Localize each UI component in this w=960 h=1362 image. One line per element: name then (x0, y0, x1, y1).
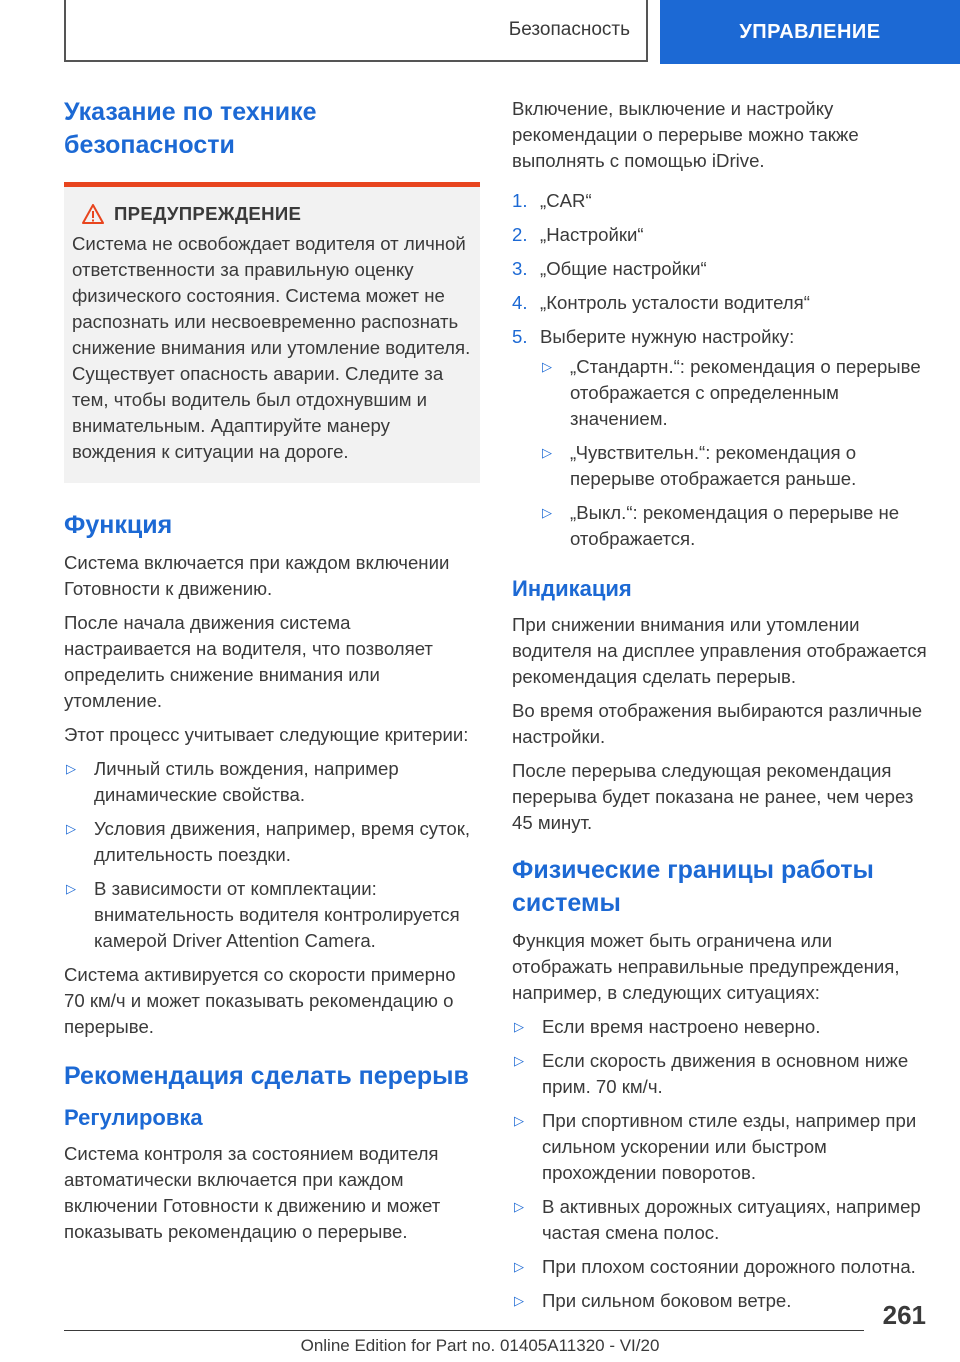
break-recommendation-heading: Рекомендация сделать перерыв (64, 1062, 469, 1090)
list-item: ▷ „Выкл.“: рекомендация о перерыве не отображается. (542, 502, 900, 549)
list-item: ▷ При плохом состоянии дорожного полотна. (512, 1254, 928, 1280)
criteria-list (64, 756, 480, 954)
list-item: ▷ Личный стиль вождения, например динамические свойства. (66, 758, 399, 805)
header-section-tab (64, 0, 648, 62)
settings-steps (512, 188, 928, 560)
left-column (64, 96, 480, 1253)
limits-paragraph: Функция может быть ограничена или отображать неправильные предупреждения, например, в следующих ситуациях: (512, 930, 900, 1003)
idrive-intro: Включение, выключение и настройку рекомендации о перерыве можно также выполнять с помощью iDrive. (512, 98, 859, 171)
triangle-right-icon: ▷ (514, 1113, 524, 1128)
header-section-label: Безопасность (508, 19, 630, 40)
list-item: 3. „Общие настройки“ (512, 258, 707, 279)
triangle-right-icon: ▷ (514, 1293, 524, 1308)
list-item: ▷ Условия движения, например, время суток, длительность поездки. (66, 818, 471, 865)
warning-box (64, 182, 480, 483)
triangle-right-icon: ▷ (66, 881, 76, 896)
settings-options (540, 354, 928, 552)
header-chapter-tab (660, 0, 960, 64)
footer-edition: Online Edition for Part no. 01405A11320 - VI/20 (300, 1336, 660, 1355)
list-item: 1. „CAR“ (512, 190, 592, 211)
triangle-right-icon: ▷ (542, 505, 552, 520)
function-paragraph-2: После начала движения система настраивается на водителя, что позволяет определить снижение внимания или утомление. (64, 612, 433, 711)
limits-list (512, 1014, 928, 1314)
triangle-right-icon: ▷ (514, 1053, 524, 1068)
function-paragraph-3: Этот процесс учитывает следующие критерии: (64, 724, 469, 745)
list-item: 2. „Настройки“ (512, 224, 644, 245)
triangle-right-icon: ▷ (514, 1019, 524, 1034)
warning-header (72, 203, 472, 225)
triangle-right-icon: ▷ (542, 445, 552, 460)
indication-paragraph-1: При снижении внимания или утомлении водителя на дисплее управления отображается рекомендация сделать перерыв. (512, 614, 927, 687)
indication-heading: Индикация (512, 576, 632, 601)
function-heading: Функция (64, 511, 173, 539)
list-item: ▷ Если время настроено неверно. (512, 1014, 928, 1040)
header-chapter-label: УПРАВЛЕНИЕ (739, 20, 881, 43)
list-item: 4. „Контроль усталости водителя“ (512, 292, 810, 313)
triangle-right-icon: ▷ (66, 761, 76, 776)
warning-triangle-icon (72, 204, 114, 224)
indication-paragraph-2: Во время отображения выбираются различные настройки. (512, 700, 923, 747)
function-paragraph-1: Система включается при каждом включении Готовности к движению. (64, 552, 450, 599)
list-item: ▷ В зависимости от комплектации: внимательность водителя контролируется камерой Driver Attention Camera. (66, 878, 460, 951)
regulation-heading: Регулировка (64, 1105, 203, 1130)
footer-divider (64, 1330, 864, 1331)
right-column (512, 96, 928, 1322)
warning-label: ПРЕДУПРЕЖДЕНИЕ (114, 203, 302, 224)
list-item: 5. Выберите нужную настройку: ▷ „Стандартн.“: рекомендация о перерыве отображается с определенным значением. ▷ „Чувствительн.“: рекомендация о перерыве отображается раньше. ▷ „Выкл.“: рекомендация о перерыве не отображается. (512, 324, 928, 560)
list-item: ▷ Если скорость движения в основном ниже прим. 70 км/ч. (514, 1050, 909, 1097)
safety-title: Указание по технике безопасности (64, 98, 317, 159)
list-item: ▷ „Стандартн.“: рекомендация о перерыве отображается с определенным значением. (542, 356, 921, 429)
triangle-right-icon: ▷ (66, 821, 76, 836)
list-item: ▷ При сильном боковом ветре. (512, 1288, 928, 1314)
function-paragraph-4: Система активируется со скорости примерно 70 км/ч и может показывать рекомендацию о перерыве. (64, 964, 456, 1037)
list-item: ▷ При спортивном стиле езды, например при сильном ускорении или быстром прохождении поворотов. (514, 1110, 917, 1183)
triangle-right-icon: ▷ (514, 1199, 524, 1214)
regulation-paragraph: Система контроля за состоянием водителя автоматически включается при каждом включении Готовности к движению и может показывать рекомендацию о перерыве. (64, 1143, 441, 1242)
triangle-right-icon: ▷ (514, 1259, 524, 1274)
list-item: ▷ В активных дорожных ситуациях, например частая смена полос. (514, 1196, 921, 1243)
list-item: ▷ „Чувствительн.“: рекомендация о перерыве отображается раньше. (542, 442, 857, 489)
triangle-right-icon: ▷ (542, 359, 552, 374)
warning-text: Система не освобождает водителя от личной ответственности за правильную оценку физического состояния. Система может не распознать или несвоевременно распознать снижение внимания или утомление водителя. Существует опасность аварии. Следите за тем, чтобы водитель был отдохнувшим и внимательным. Адаптируйте манеру вождения к ситуации на дороге. (72, 233, 471, 462)
indication-paragraph-3: После перерыва следующая рекомендация перерыва будет показана не ранее, чем через 45 минут. (512, 760, 914, 833)
limits-heading: Физические границы работы системы (512, 856, 874, 917)
page-number: 261 (882, 1300, 926, 1330)
